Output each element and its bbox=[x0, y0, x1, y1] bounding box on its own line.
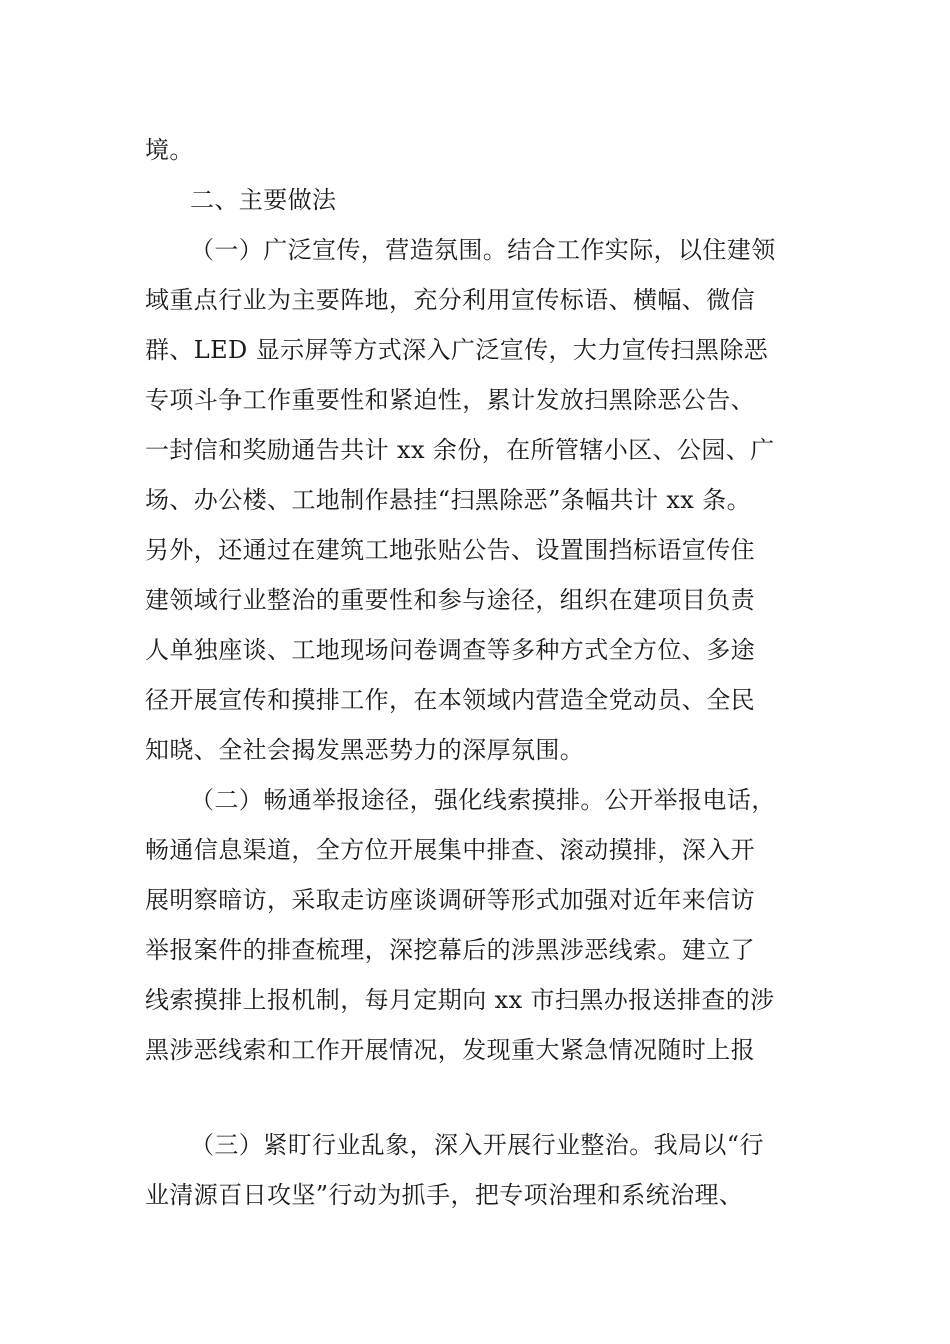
text-line: 径开展宣传和摸排工作，在本领域内营造全党动员、全民 bbox=[145, 686, 755, 714]
text-line: 建领域行业整治的重要性和参与途径，组织在建项目负责 bbox=[145, 586, 755, 614]
paragraph-start: （一）广泛宣传，营造氛围。结合工作实际，以住建领 bbox=[190, 236, 776, 264]
text-line: 专项斗争工作重要性和紧迫性，累计发放扫黑除恶公告、 bbox=[145, 386, 755, 414]
text-line: 黑涉恶线索和工作开展情况，发现重大紧急情况随时上报 bbox=[145, 1036, 755, 1064]
text-line: 展明察暗访，采取走访座谈调研等形式加强对近年来信访 bbox=[145, 886, 755, 914]
paragraph-start: （二）畅通举报途径，强化线索摸排。公开举报电话， bbox=[190, 786, 776, 814]
text-line: 境。 bbox=[145, 136, 194, 164]
text-line: 人单独座谈、工地现场问卷调查等多种方式全方位、多途 bbox=[145, 636, 755, 664]
text-line: 知晓、全社会揭发黑恶势力的深厚氛围。 bbox=[145, 736, 585, 764]
text-line: 域重点行业为主要阵地，充分利用宣传标语、横幅、微信 bbox=[145, 286, 755, 314]
text-line: 一封信和奖励通告共计 xx 余份，在所管辖小区、公园、广 bbox=[145, 436, 775, 464]
paragraph-start: （三）紧盯行业乱象，深入开展行业整治。我局以“行 bbox=[190, 1131, 764, 1159]
text-line: 举报案件的排查梳理，深挖幕后的涉黑涉恶线索。建立了 bbox=[145, 936, 755, 964]
text-line: 另外，还通过在建筑工地张贴公告、设置围挡标语宣传住 bbox=[145, 536, 755, 564]
section-heading: 二、主要做法 bbox=[190, 186, 337, 214]
text-line: 业清源百日攻坚”行动为抓手，把专项治理和系统治理、 bbox=[145, 1181, 744, 1209]
text-line: 群、LED 显示屏等方式深入广泛宣传，大力宣传扫黑除恶 bbox=[145, 336, 769, 364]
text-line: 线索摸排上报机制，每月定期向 xx 市扫黑办报送排查的涉 bbox=[145, 986, 775, 1014]
text-line: 场、办公楼、工地制作悬挂“扫黑除恶”条幅共计 xx 条。 bbox=[145, 486, 752, 514]
text-line: 畅通信息渠道，全方位开展集中排查、滚动摸排，深入开 bbox=[145, 836, 755, 864]
